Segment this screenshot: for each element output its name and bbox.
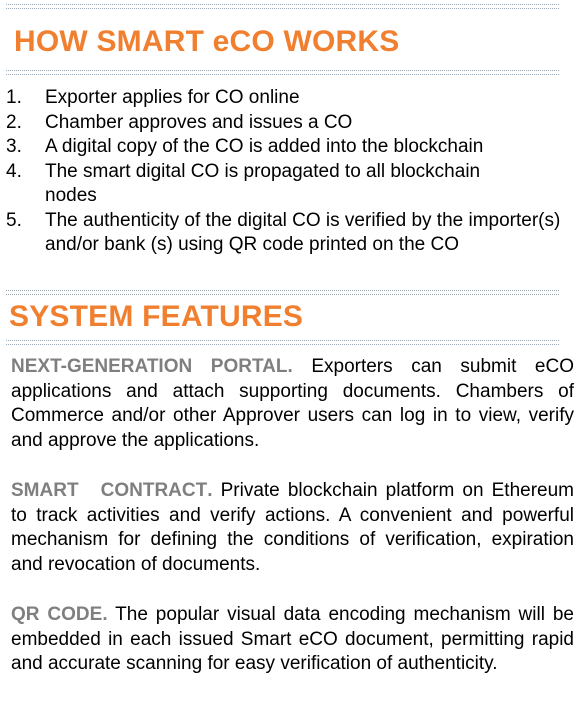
feature-separator: . — [287, 356, 293, 377]
feature-name: NEXT-GENERATION PORTAL — [11, 356, 288, 377]
feature-description: Exporters can submit eCO applications and attach supporting documents. Chambers of Commerce and/or other Approver users can log in to view, verify and approve the applications. — [11, 356, 574, 451]
step-text: Chamber approves and issues a CO — [45, 111, 353, 133]
step-text: The smart digital CO is propagated to all blockchain nodes — [45, 160, 481, 206]
system-features-heading: SYSTEM FEATURES — [9, 300, 304, 333]
step-item — [6, 135, 571, 160]
features-top-divider — [6, 290, 559, 295]
how-it-works-heading: HOW SMART eCO WORKS — [14, 25, 400, 58]
feature-portal — [11, 355, 574, 453]
step-text: A digital copy of the CO is added into the blockchain — [45, 136, 484, 157]
step-number: 4. — [6, 160, 22, 182]
feature-separator: . — [207, 480, 213, 501]
step-number: 3. — [6, 136, 22, 157]
feature-separator: . — [102, 604, 108, 625]
feature-smart-contract — [11, 479, 574, 577]
feature-description: The popular visual data encoding mechanism will be embedded in each issued Smart eCO document, permitting rapid and accurate scanning for easy verification of authenticity. — [11, 604, 574, 674]
features-heading-divider — [6, 340, 559, 345]
step-number: 1. — [6, 87, 22, 108]
step-item — [6, 160, 571, 209]
top-divider — [6, 4, 559, 9]
step-number: 2. — [6, 111, 22, 133]
step-item — [6, 86, 571, 111]
step-text: The authenticity of the digital CO is verified by the importer(s) and/or bank (s) using QR code printed on the CO — [45, 209, 561, 255]
feature-qr-code — [11, 603, 574, 677]
step-item — [6, 111, 571, 136]
step-item — [6, 209, 571, 258]
steps-list — [6, 86, 571, 258]
feature-description: Private blockchain platform on Ethereum to track activities and verify actions. A convenient and powerful mechanism for defining the conditions of verification, expiration and revocation of documents. — [11, 480, 574, 575]
step-text: Exporter applies for CO online — [45, 87, 300, 108]
feature-name: QR CODE — [11, 604, 103, 625]
step-number: 5. — [6, 209, 22, 231]
feature-name: SMART CONTRACT — [11, 480, 208, 501]
how-heading-divider — [6, 70, 559, 75]
